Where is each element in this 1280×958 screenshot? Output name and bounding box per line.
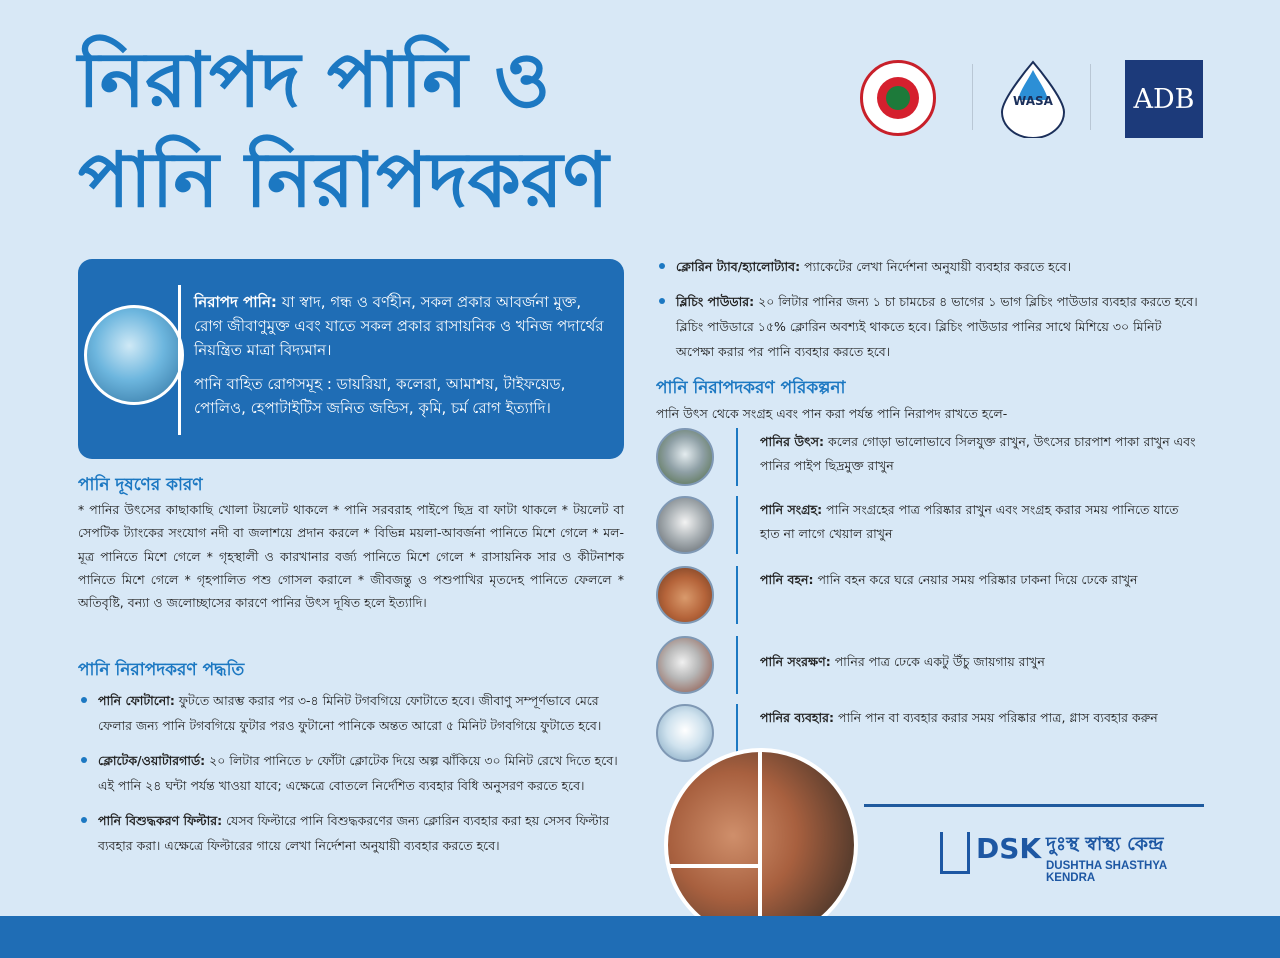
clay-pot-image xyxy=(656,566,714,624)
title-line-2: পানি নিরাপদকরণ xyxy=(78,135,609,224)
chlorine-list xyxy=(656,254,1202,374)
item-text: ফুটতে আরম্ভ করার পর ৩-৪ মিনিট টগবগিয়ে ফোটাতে হবে। জীবাণু সম্পূর্ণভাবে মেরে ফেলার জন্য পানি টগবগিয়ে ফুটার পরও ফুটানো পানিকে অন্তত আরো ৫ মিনিট টগবগিয়ে ফুটাতে হবে। xyxy=(98,693,602,733)
plan-item xyxy=(656,496,1196,558)
item-text: যেসব ফিল্টারে পানি বিশুদ্ধকরণের জন্য ক্লোরিন ব্যবহার করা হয় সেসব ফিল্টার ব্যবহার করা। এক্ষেত্রে ফিল্টারের গায়ে লেখা নির্দেশনা অনুযায়ী ব্যবহার করতে হবে। xyxy=(98,813,610,853)
item-term: পানি সংগ্রহ: xyxy=(760,502,823,517)
item-term: পানির উৎস: xyxy=(760,434,825,449)
item-term: ক্লোটেক/ওয়াটারগার্ড: xyxy=(98,753,206,768)
item-term: পানি ফোটানো: xyxy=(98,693,175,708)
plan-item xyxy=(656,428,1196,490)
partner-logos xyxy=(860,60,1205,135)
footer-bar xyxy=(0,916,1280,958)
water-pot-image xyxy=(656,496,714,554)
clay-pots-collage-image xyxy=(664,748,858,942)
methods-heading: পানি নিরাপদকরণ পদ্ধতি xyxy=(78,660,245,680)
item-text: পানি সংগ্রহের পাত্র পরিষ্কার রাখুন এবং সংগ্রহ করার সময় পানিতে যাতে হাত না লাগে খেয়াল রাখুন xyxy=(760,502,1179,541)
item-term: পানি বহন: xyxy=(760,572,814,587)
wasa-logo xyxy=(998,60,1068,138)
plan-divider xyxy=(736,566,738,624)
list-item xyxy=(656,289,1202,364)
diseases-text: পানি বাহিত রোগসমূহ : ডায়রিয়া, কলেরা, আমাশয়, টাইফয়েড, পোলিও, হেপাটাইটিস জনিত জন্ডিস, কৃমি, চর্ম রোগ ইত্যাদি। xyxy=(194,375,566,417)
list-item xyxy=(78,748,624,798)
adb-logo: ADB xyxy=(1125,60,1203,138)
dsk-logo xyxy=(940,826,1210,886)
item-text: প্যাকেটের লেখা নির্দেশনা অনুযায়ী ব্যবহার করতে হবে। xyxy=(804,259,1072,274)
title-line-1: নিরাপদ পানি ও xyxy=(78,35,551,124)
item-text: পানি পান বা ব্যবহার করার সময় পরিষ্কার পাত্র, গ্লাস ব্যবহার করুন xyxy=(837,710,1158,725)
item-text: কলের গোড়া ভালোভাবে সিলযুক্ত রাখুন, উৎসের চারপাশ পাকা রাখুন এবং পানির পাইপ ছিদ্রমুক্ত রাখুন xyxy=(760,434,1196,473)
tap-image xyxy=(656,428,714,486)
item-text: পানির পাত্র ঢেকে একটু উঁচু জায়গায় রাখুন xyxy=(834,654,1045,669)
dsk-name-en: DUSHTHA SHASTHYA KENDRA xyxy=(1046,860,1167,884)
list-item xyxy=(656,254,1202,279)
intro-text xyxy=(194,290,610,430)
item-text: ২০ লিটার পানির জন্য ১ চা চামচের ৪ ভাগের ১ ভাগ ব্লিচিং পাউডার ব্যবহার করতে হবে। ব্লিচিং পাউডারে ১৫% ক্লোরিন অবশ্যই থাকতে হবে। ব্লিচিং পাউডার পানির সাথে মিশিয়ে ৩০ মিনিট অপেক্ষা করার পর পানি ব্যবহার করতে হবে। xyxy=(676,294,1198,359)
stored-water-image xyxy=(656,636,714,694)
plan-item xyxy=(656,566,1196,628)
definition-text: যা স্বাদ, গন্ধ ও বর্ণহীন, সকল প্রকার আবর্জনা মুক্ত, রোগ জীবাণুমুক্ত এবং যাতে সকল প্রকার রাসায়নিক ও খনিজ পদার্থের নিয়ন্ত্রিত মাত্রা বিদ্যমান। xyxy=(194,293,604,359)
logo-divider xyxy=(1090,64,1091,130)
hand-water-image xyxy=(84,305,184,405)
dsk-divider xyxy=(864,804,1204,807)
item-term: পানি সংরক্ষণ: xyxy=(760,654,831,669)
item-term: ক্লোরিন ট্যাব/হ্যালোট্যাব: xyxy=(676,259,801,274)
item-term: পানি বিশুদ্ধকরণ ফিল্টার: xyxy=(98,813,223,828)
item-text: পানি বহন করে ঘরে নেয়ার সময় পরিষ্কার ঢাকনা দিয়ে ঢেকে রাখুন xyxy=(817,572,1138,587)
list-item xyxy=(78,808,624,858)
plan-heading: পানি নিরাপদকরণ পরিকল্পনা xyxy=(656,378,846,398)
government-seal-icon xyxy=(860,60,936,136)
dsk-name-bn: দুঃস্থ স্বাস্থ্য কেন্দ্র xyxy=(1046,833,1164,855)
list-item xyxy=(78,688,624,738)
plan-divider xyxy=(736,428,738,486)
dsk-mark-icon xyxy=(940,832,970,874)
plan-divider xyxy=(736,496,738,554)
item-term: পানির ব্যবহার: xyxy=(760,710,834,725)
item-term: ব্লিচিং পাউডার: xyxy=(676,294,755,309)
item-text: ২০ লিটার পানিতে ৮ ফোঁটা ক্লোটেক দিয়ে অল্প ঝাঁকিয়ে ৩০ মিনিট রেখে দিতে হবে। এই পানি ২৪ ঘন্টা পর্যন্ত খাওয়া যাবে; এক্ষেত্রে বোতলে নির্দেশিত ব্যবহার বিধি অনুসরণ করতে হবে। xyxy=(98,753,618,793)
plan-item xyxy=(656,636,1196,698)
plan-intro: পানি উৎস থেকে সংগ্রহ এবং পান করা পর্যন্ত পানি নিরাপদ রাখতে হলে- xyxy=(656,406,1008,421)
causes-text: * পানির উৎসের কাছাকাছি খোলা টয়লেট থাকলে * পানি সরবরাহ পাইপে ছিদ্র বা ফাটা থাকলে * টয়লেট বা সেপটিক ট্যাংকের সংযোগ নদী বা জলাশয়ে প্রদান করলে * বিভিন্ন ময়লা-আবর্জনা পানিতে মিশে গেলে * মল-মূত্র পানিতে মিশে গেলে * গৃহস্থালী ও কারখানার বর্জ্য পানিতে মিশে গেলে * রাসায়নিক সার ও কীটনাশক পানিতে মিশে গেলে * গৃহপালিত পশু গোসল করালে * জীবজন্তু ও পশুপাখির মৃতদেহ পানিতে ফেললে * অতিবৃষ্টি, বন্যা ও জলোচ্ছাসের কারণে পানির উৎস দূষিত হলে ইত্যাদি। xyxy=(78,502,624,611)
definition-term: নিরাপদ পানি: xyxy=(194,293,277,311)
logo-divider xyxy=(972,64,973,130)
wasa-label: WASA xyxy=(1013,94,1053,108)
causes-heading: পানি দূষণের কারণ xyxy=(78,475,203,495)
dsk-abbr: DSK xyxy=(976,832,1042,865)
methods-list xyxy=(78,688,624,868)
water-glass-image xyxy=(656,704,714,762)
plan-divider xyxy=(736,636,738,694)
page-title xyxy=(78,30,609,230)
